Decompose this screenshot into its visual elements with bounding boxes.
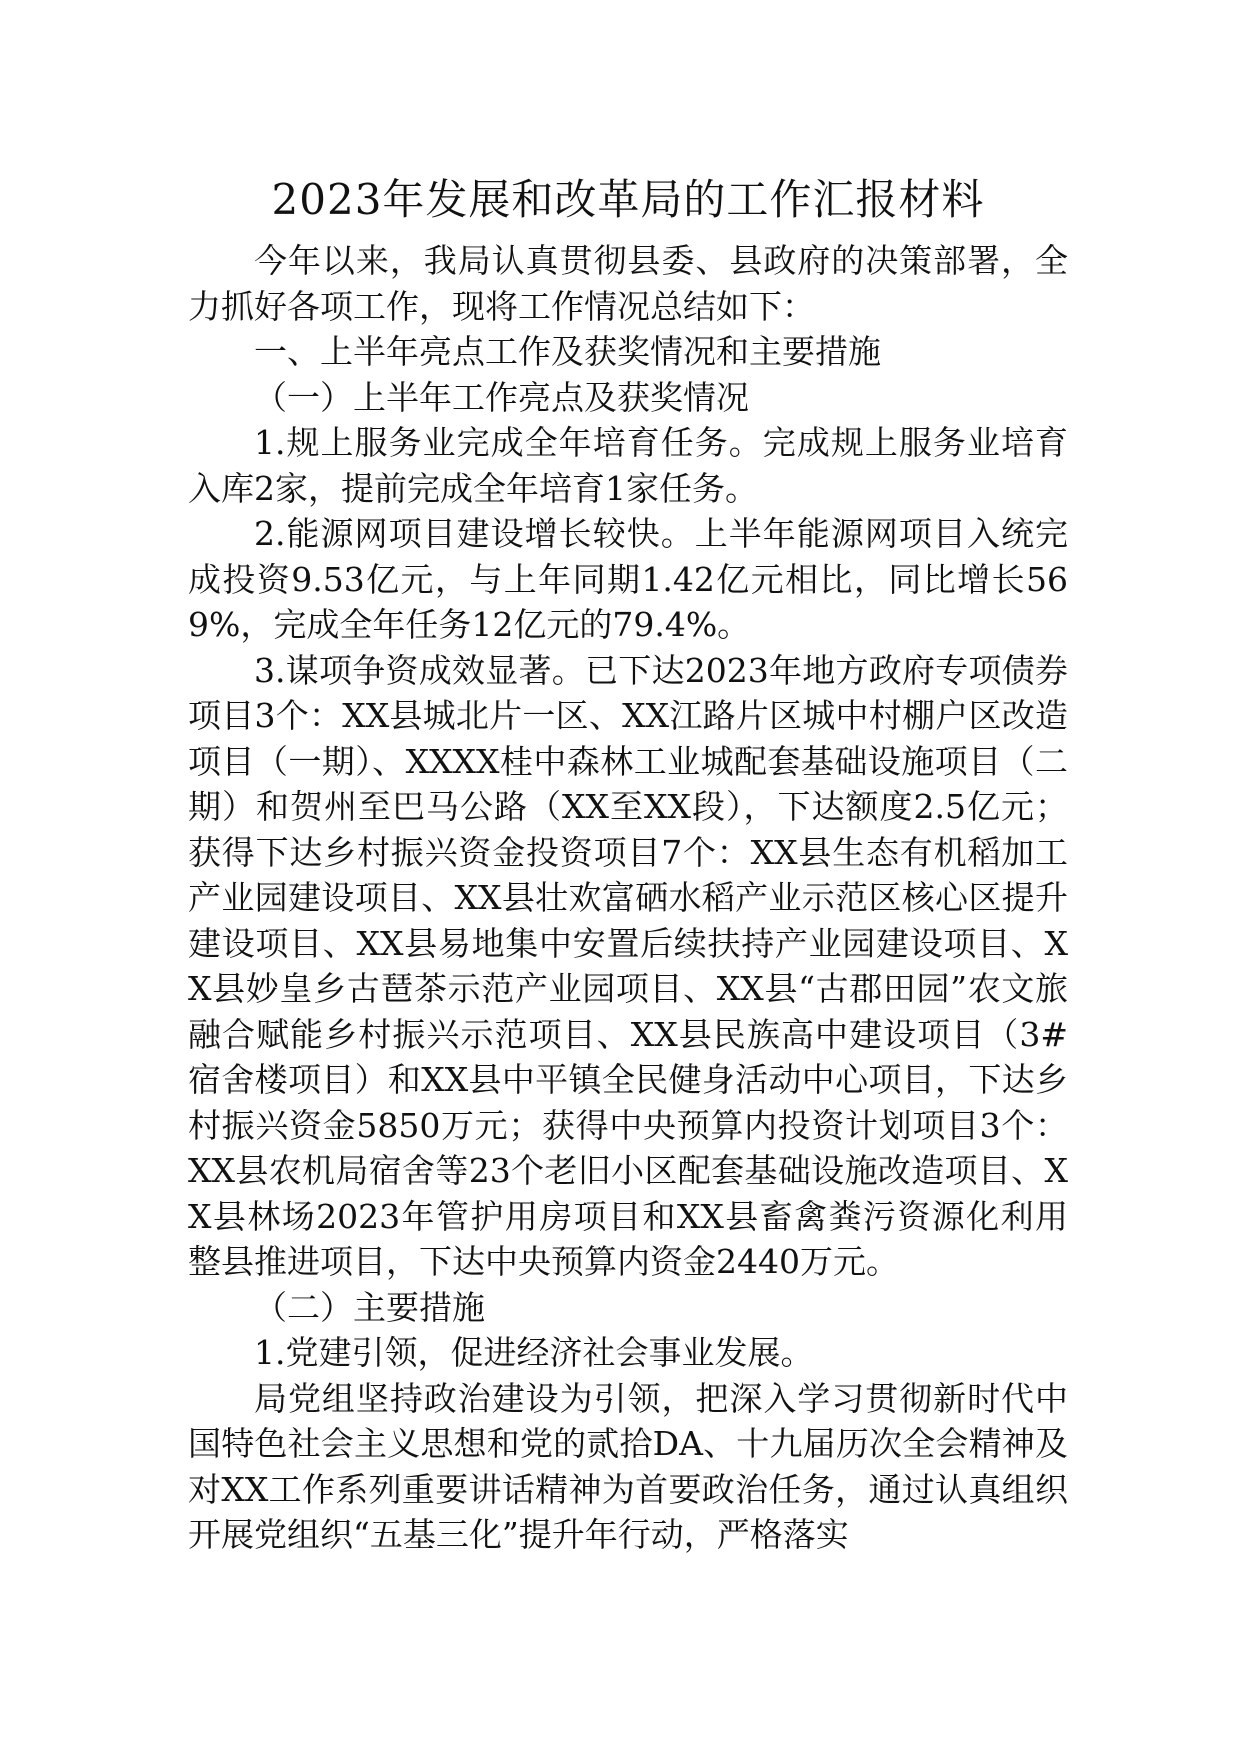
intro-paragraph: 今年以来，我局认真贯彻县委、县政府的决策部署，全力抓好各项工作，现将工作情况总结如下： <box>188 241 1068 326</box>
highlight-item-1: 1.规上服务业完成全年培育任务。完成规上服务业培育入库2家，提前完成全年培育1家任务。 <box>188 423 1068 508</box>
subsection-2-heading: （二）主要措施 <box>254 1287 485 1327</box>
document-title: 2023年发展和改革局的工作汇报材料 <box>271 175 985 224</box>
highlight-item-2: 2.能源网项目建设增长较快。上半年能源网项目入统完成投资9.53亿元，与上年同期1.42亿元相比，同比增长569%，完成全年任务12亿元的79.4%。 <box>188 514 1068 644</box>
subsection-1-heading: （一）上半年工作亮点及获奖情况 <box>254 377 749 417</box>
measure-1-paragraph: 局党组坚持政治建设为引领，把深入学习贯彻新时代中国特色社会主义思想和党的贰拾DA、十九届历次全会精神及对XX工作系列重要讲话精神为首要政治任务，通过认真组织开展党组织“五基三化”提升年行动，严格落实 <box>188 1378 1068 1554</box>
measure-1-heading: 1.党建引领，促进经济社会事业发展。 <box>254 1333 814 1372</box>
section-1-heading: 一、上半年亮点工作及获奖情况和主要措施 <box>254 332 881 371</box>
document-page <box>188 170 1068 1558</box>
highlight-item-3: 3.谋项争资成效显著。已下达2023年地方政府专项债券项目3个：XX县城北片一区、XX江路片区城中村棚户区改造项目（一期）、XXXX桂中森林工业城配套基础设施项目（二期）和贺州至巴马公路（XX至XX段），下达额度2.5亿元；获得下达乡村振兴资金投资项目7个：XX县生态有机稻加工产业园建设项目、XX县壮欢富硒水稻产业示范区核心区提升建设项目、XX县易地集中安置后续扶持产业园建设项目、XX县妙皇乡古琶茶示范产业园项目、XX县“古郡田园”农文旅融合赋能乡村振兴示范项目、XX县民族高中建设项目（3#宿舍楼项目）和XX县中平镇全民健身活动中心项目，下达乡村振兴资金5850万元；获得中央预算内投资计划项目3个：XX县农机局宿舍等23个老旧小区配套基础设施改造项目、XX县林场2023年管护用房项目和XX县畜禽粪污资源化利用整县推进项目，下达中央预算内资金2440万元。 <box>188 650 1068 1281</box>
